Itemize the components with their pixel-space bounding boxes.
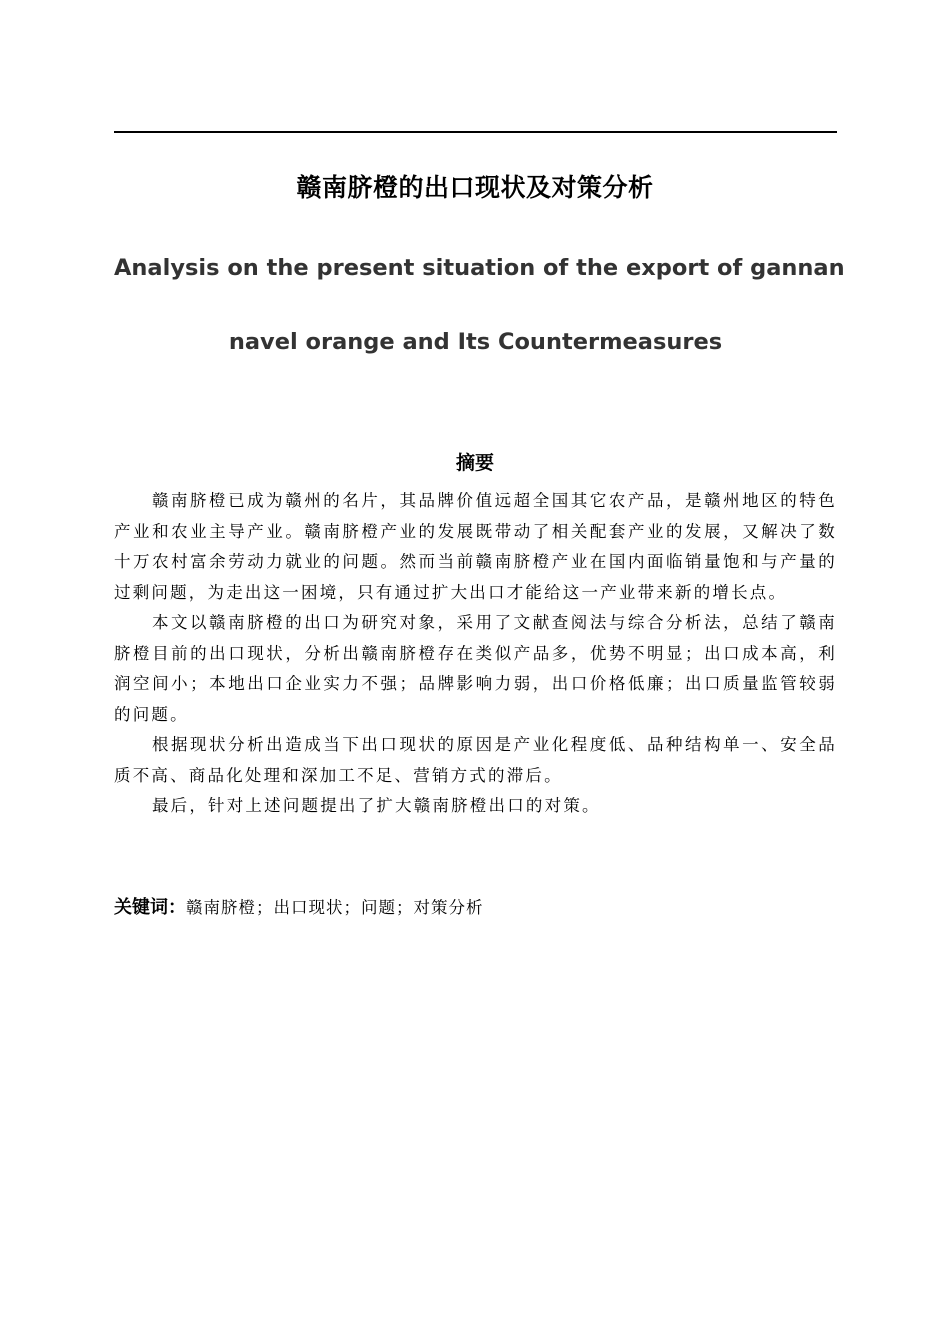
abstract-body — [114, 486, 837, 822]
abstract-heading: 摘要 — [455, 452, 494, 474]
keywords-label: 关键词： — [114, 897, 186, 918]
english-title-line-2: navel orange and Its Countermeasures — [228, 329, 723, 355]
chinese-title: 赣南脐橙的出口现状及对策分析 — [296, 173, 654, 202]
keywords-text: 赣南脐橙；出口现状；问题；对策分析 — [186, 898, 484, 917]
abstract-paragraph: 最后，针对上述问题提出了扩大赣南脐橙出口的对策。 — [151, 796, 601, 815]
abstract-paragraph: 本文以赣南脐橙的出口为研究对象，采用了文献查阅法与综合分析法，总结了赣南脐橙目前的出口现状，分析出赣南脐橙存在类似产品多，优势不明显；出口成本高，利润空间小；本地出口企业实力不强；品牌影响力弱，出口价格低廉；出口质量监管较弱的问题。 — [114, 613, 837, 724]
abstract-paragraph: 赣南脐橙已成为赣州的名片，其品牌价值远超全国其它农产品，是赣州地区的特色产业和农业主导产业。赣南脐橙产业的发展既带动了相关配套产业的发展，又解决了数十万农村富余劳动力就业的问题。然而当前赣南脐橙产业在国内面临销量饱和与产量的过剩问题，为走出这一困境，只有通过扩大出口才能给这一产业带来新的增长点。 — [114, 491, 837, 602]
abstract-paragraph: 根据现状分析出造成当下出口现状的原因是产业化程度低、品种结构单一、安全品质不高、商品化处理和深加工不足、营销方式的滞后。 — [114, 735, 837, 785]
header-rule — [114, 131, 837, 133]
english-title-line-1: Analysis on the present situation of the export of gannan — [114, 255, 845, 281]
keywords-line — [114, 894, 837, 922]
english-title — [114, 231, 845, 379]
